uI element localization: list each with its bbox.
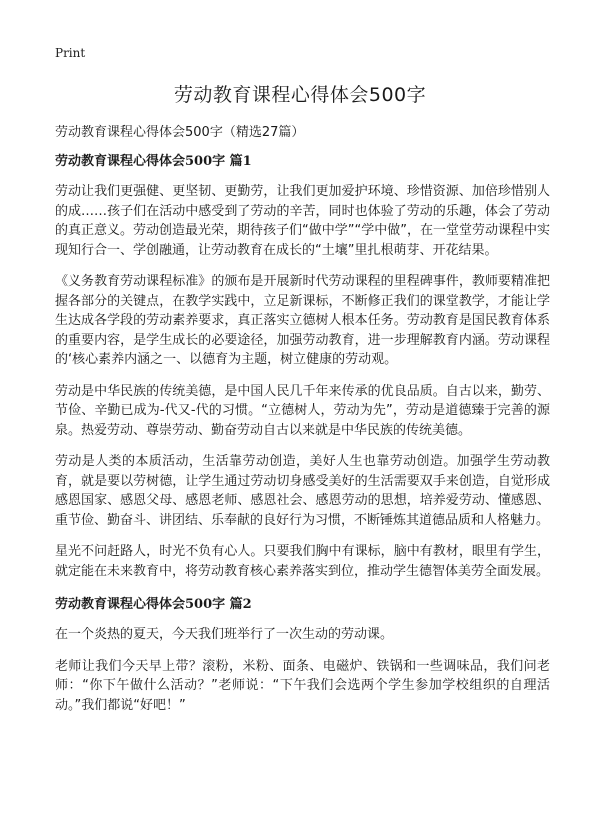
paragraph: 在一个炎热的夏天，今天我们班举行了一次生动的劳动课。: [55, 627, 394, 642]
paragraph: 星光不问赶路人，时光不负有心人。只要我们胸中有课标，脑中有教材，眼里有学生，就定能在未来教育中，将劳动教育核心素养落实到位，推动学生德智体美劳全面发展。: [55, 544, 550, 579]
print-link[interactable]: Print: [55, 46, 86, 60]
page-subtitle: 劳动教育课程心得体会500字（精选27篇）: [55, 125, 305, 140]
section-heading: 劳动教育课程心得体会500字 篇2: [55, 597, 252, 612]
paragraph: 劳动让我们更强健、更坚韧、更勤劳，让我们更加爱护环境、珍惜资源、加倍珍惜别人的成……孩子们在活动中感受到了劳动的辛苦，同时也体验了劳动的乐趣，体会了劳动的真正意义。劳动创造最光荣，期待孩子们“做中学”“学中做”，在一堂堂劳动课程中实现知行合一、学创融通，让劳动教育在成长的“土壤”里扎根萌芽、开花结果。: [55, 184, 550, 258]
section-2: [55, 593, 550, 715]
paragraph: 《义务教育劳动课程标准》的颁布是开展新时代劳动课程的里程碑事件，教师要精准把握各部分的关键点，在教学实践中，立足新课标，不断修正我们的课堂教学，才能让学生达成各学段的劳动素养要求，真正落实立德树人根本任务。劳动教育是国民教育体系的重要内容，是学生成长的必要途径，加强劳动教育，进一步理解教育内涵。劳动课程的‘核心素养内涵之一、以德育为主题，树立健康的劳动观。: [55, 274, 550, 367]
section-1: [55, 150, 550, 581]
article-body: [55, 150, 550, 727]
paragraph: 劳动是人类的本质活动，生活靠劳动创造，美好人生也靠劳动创造。加强学生劳动教育，就是要以劳树德，让学生通过劳动切身感受美好的生活需要双手来创造，自觉形成感恩国家、感恩父母、感恩老师、感恩社会、感恩劳动的思想，培养爱劳动、懂感恩、重节俭、勤奋斗、讲团结、乐奉献的良好行为习惯，不断锤炼其道德品质和人格魅力。: [55, 454, 550, 528]
section-heading: 劳动教育课程心得体会500字 篇1: [55, 154, 252, 169]
page-title: 劳动教育课程心得体会500字: [173, 84, 427, 106]
paragraph: 老师让我们今天早上带？滚粉，米粉、面条、电磁炉、铁锅和一些调味品，我们问老师：“你下午做什么活动？”老师说：“下午我们会选两个学生参加学校组织的自理活动。”我们都说“好吧！”: [55, 658, 550, 713]
paragraph: 劳动是中华民族的传统美德，是中国人民几千年来传承的优良品质。自古以来，勤劳、节俭、辛勤已成为-代又-代的习惯。“立德树人，劳动为先”，劳动是道德臻于完善的源泉。热爱劳动、尊崇劳动、勤奋劳动自古以来就是中华民族的传统美德。: [55, 383, 550, 438]
